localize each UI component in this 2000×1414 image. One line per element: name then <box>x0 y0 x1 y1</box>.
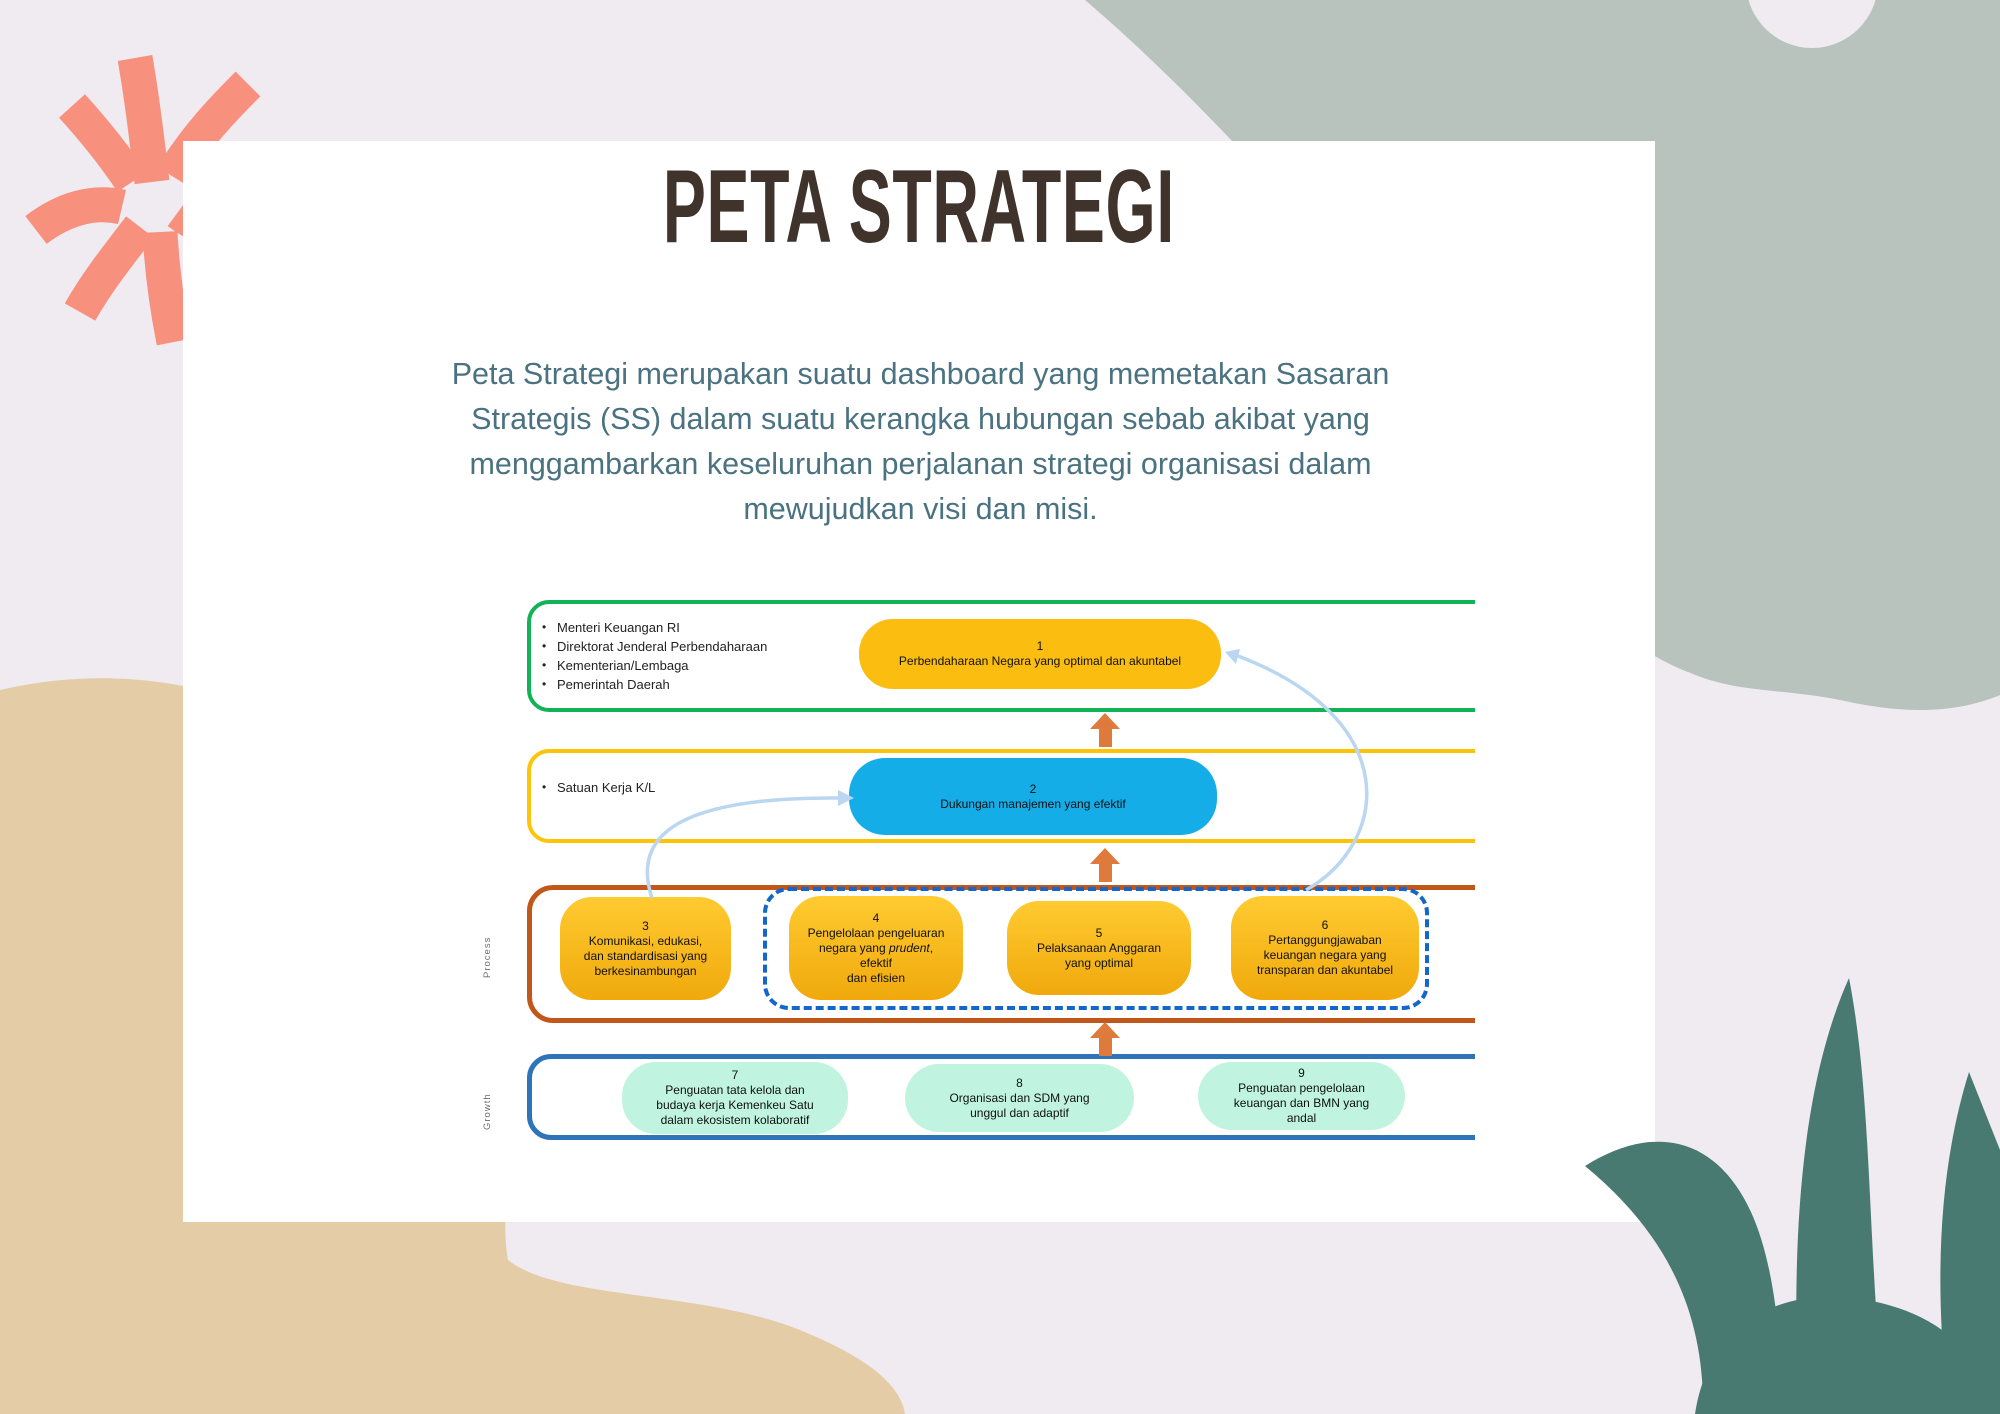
node-number: 6 <box>1321 918 1329 932</box>
node-number: 3 <box>642 918 649 933</box>
node-number: 2 <box>1029 781 1037 796</box>
node-label: Pertanggungjawaban <box>1268 933 1382 947</box>
node-label: dalam ekosistem kolaboratif <box>660 1113 810 1127</box>
strategy-map-diagram <box>480 592 1475 1162</box>
node-label: Perbendaharaan Negara yang optimal dan akuntabel <box>898 654 1182 668</box>
node-label: keuangan negara yang <box>1263 948 1387 962</box>
stakeholder-list <box>542 618 767 694</box>
node-number: 4 <box>872 910 880 925</box>
growth-side-label: Growth <box>482 1093 493 1130</box>
node-4 <box>789 896 963 1000</box>
node-label: yang optimal <box>1064 955 1134 970</box>
plant-leaves-shape <box>1555 950 2000 1414</box>
list-item: • Satuan Kerja K/L <box>542 778 655 797</box>
title-wrap <box>183 148 1655 267</box>
list-item: • Menteri Keuangan RI <box>542 618 767 637</box>
node-7 <box>622 1062 848 1134</box>
process-side-label: Process <box>482 936 493 978</box>
node-5 <box>1007 901 1191 995</box>
up-arrow-icon <box>1090 848 1120 882</box>
node-label: dan standardisasi yang <box>583 948 708 963</box>
node-label: Penguatan tata kelola dan <box>665 1083 805 1097</box>
customer-list <box>542 778 655 797</box>
node-1 <box>859 619 1221 689</box>
description-line: menggambarkan keseluruhan perjalanan strategi organisasi dalam <box>469 447 1372 481</box>
up-arrow-icon <box>1090 1022 1120 1056</box>
node-2 <box>849 758 1217 835</box>
node-label: unggul dan adaptif <box>970 1105 1069 1120</box>
node-number: 9 <box>1298 1066 1305 1080</box>
description-line: mewujudkan visi dan misi. <box>743 492 1098 526</box>
list-item: • Kementerian/Lembaga <box>542 656 767 675</box>
node-label: keuangan dan BMN yang <box>1233 1096 1370 1110</box>
node-number: 8 <box>1016 1075 1023 1090</box>
node-3 <box>560 897 731 1000</box>
node-label: Komunikasi, edukasi, <box>588 933 703 948</box>
node-label: berkesinambungan <box>594 963 697 978</box>
description-line: Strategis (SS) dalam suatu kerangka hubungan sebab akibat yang <box>471 402 1370 436</box>
list-item: • Pemerintah Daerah <box>542 675 767 694</box>
node-number: 5 <box>1095 925 1103 940</box>
node-label: andal <box>1286 1111 1317 1125</box>
node-8 <box>905 1064 1134 1132</box>
up-arrow-icon <box>1090 713 1120 747</box>
page-title: PETA STRATEGI <box>663 149 1175 265</box>
node-label: dan efisien <box>846 970 906 985</box>
node-label: transparan dan akuntabel <box>1256 963 1394 977</box>
node-label: Pengelolaan pengeluaran <box>807 925 945 940</box>
node-label: Dukungan manajemen yang efektif <box>940 796 1126 811</box>
node-9 <box>1198 1062 1405 1130</box>
node-label: efektif <box>859 955 892 970</box>
description <box>258 352 1583 532</box>
node-label: Penguatan pengelolaan <box>1238 1081 1365 1095</box>
list-item: • Direktorat Jenderal Perbendaharaan <box>542 637 767 656</box>
node-label: Pelaksanaan Anggaran <box>1036 940 1162 955</box>
node-6 <box>1231 896 1419 1000</box>
description-line: Peta Strategi merupakan suatu dashboard yang memetakan Sasaran <box>451 357 1390 391</box>
node-number: 7 <box>731 1068 739 1082</box>
node-label: budaya kerja Kemenkeu Satu <box>656 1098 814 1112</box>
node-label: Organisasi dan SDM yang <box>949 1090 1090 1105</box>
node-number: 1 <box>1036 639 1044 653</box>
node-label: negara yang prudent, <box>818 940 934 955</box>
